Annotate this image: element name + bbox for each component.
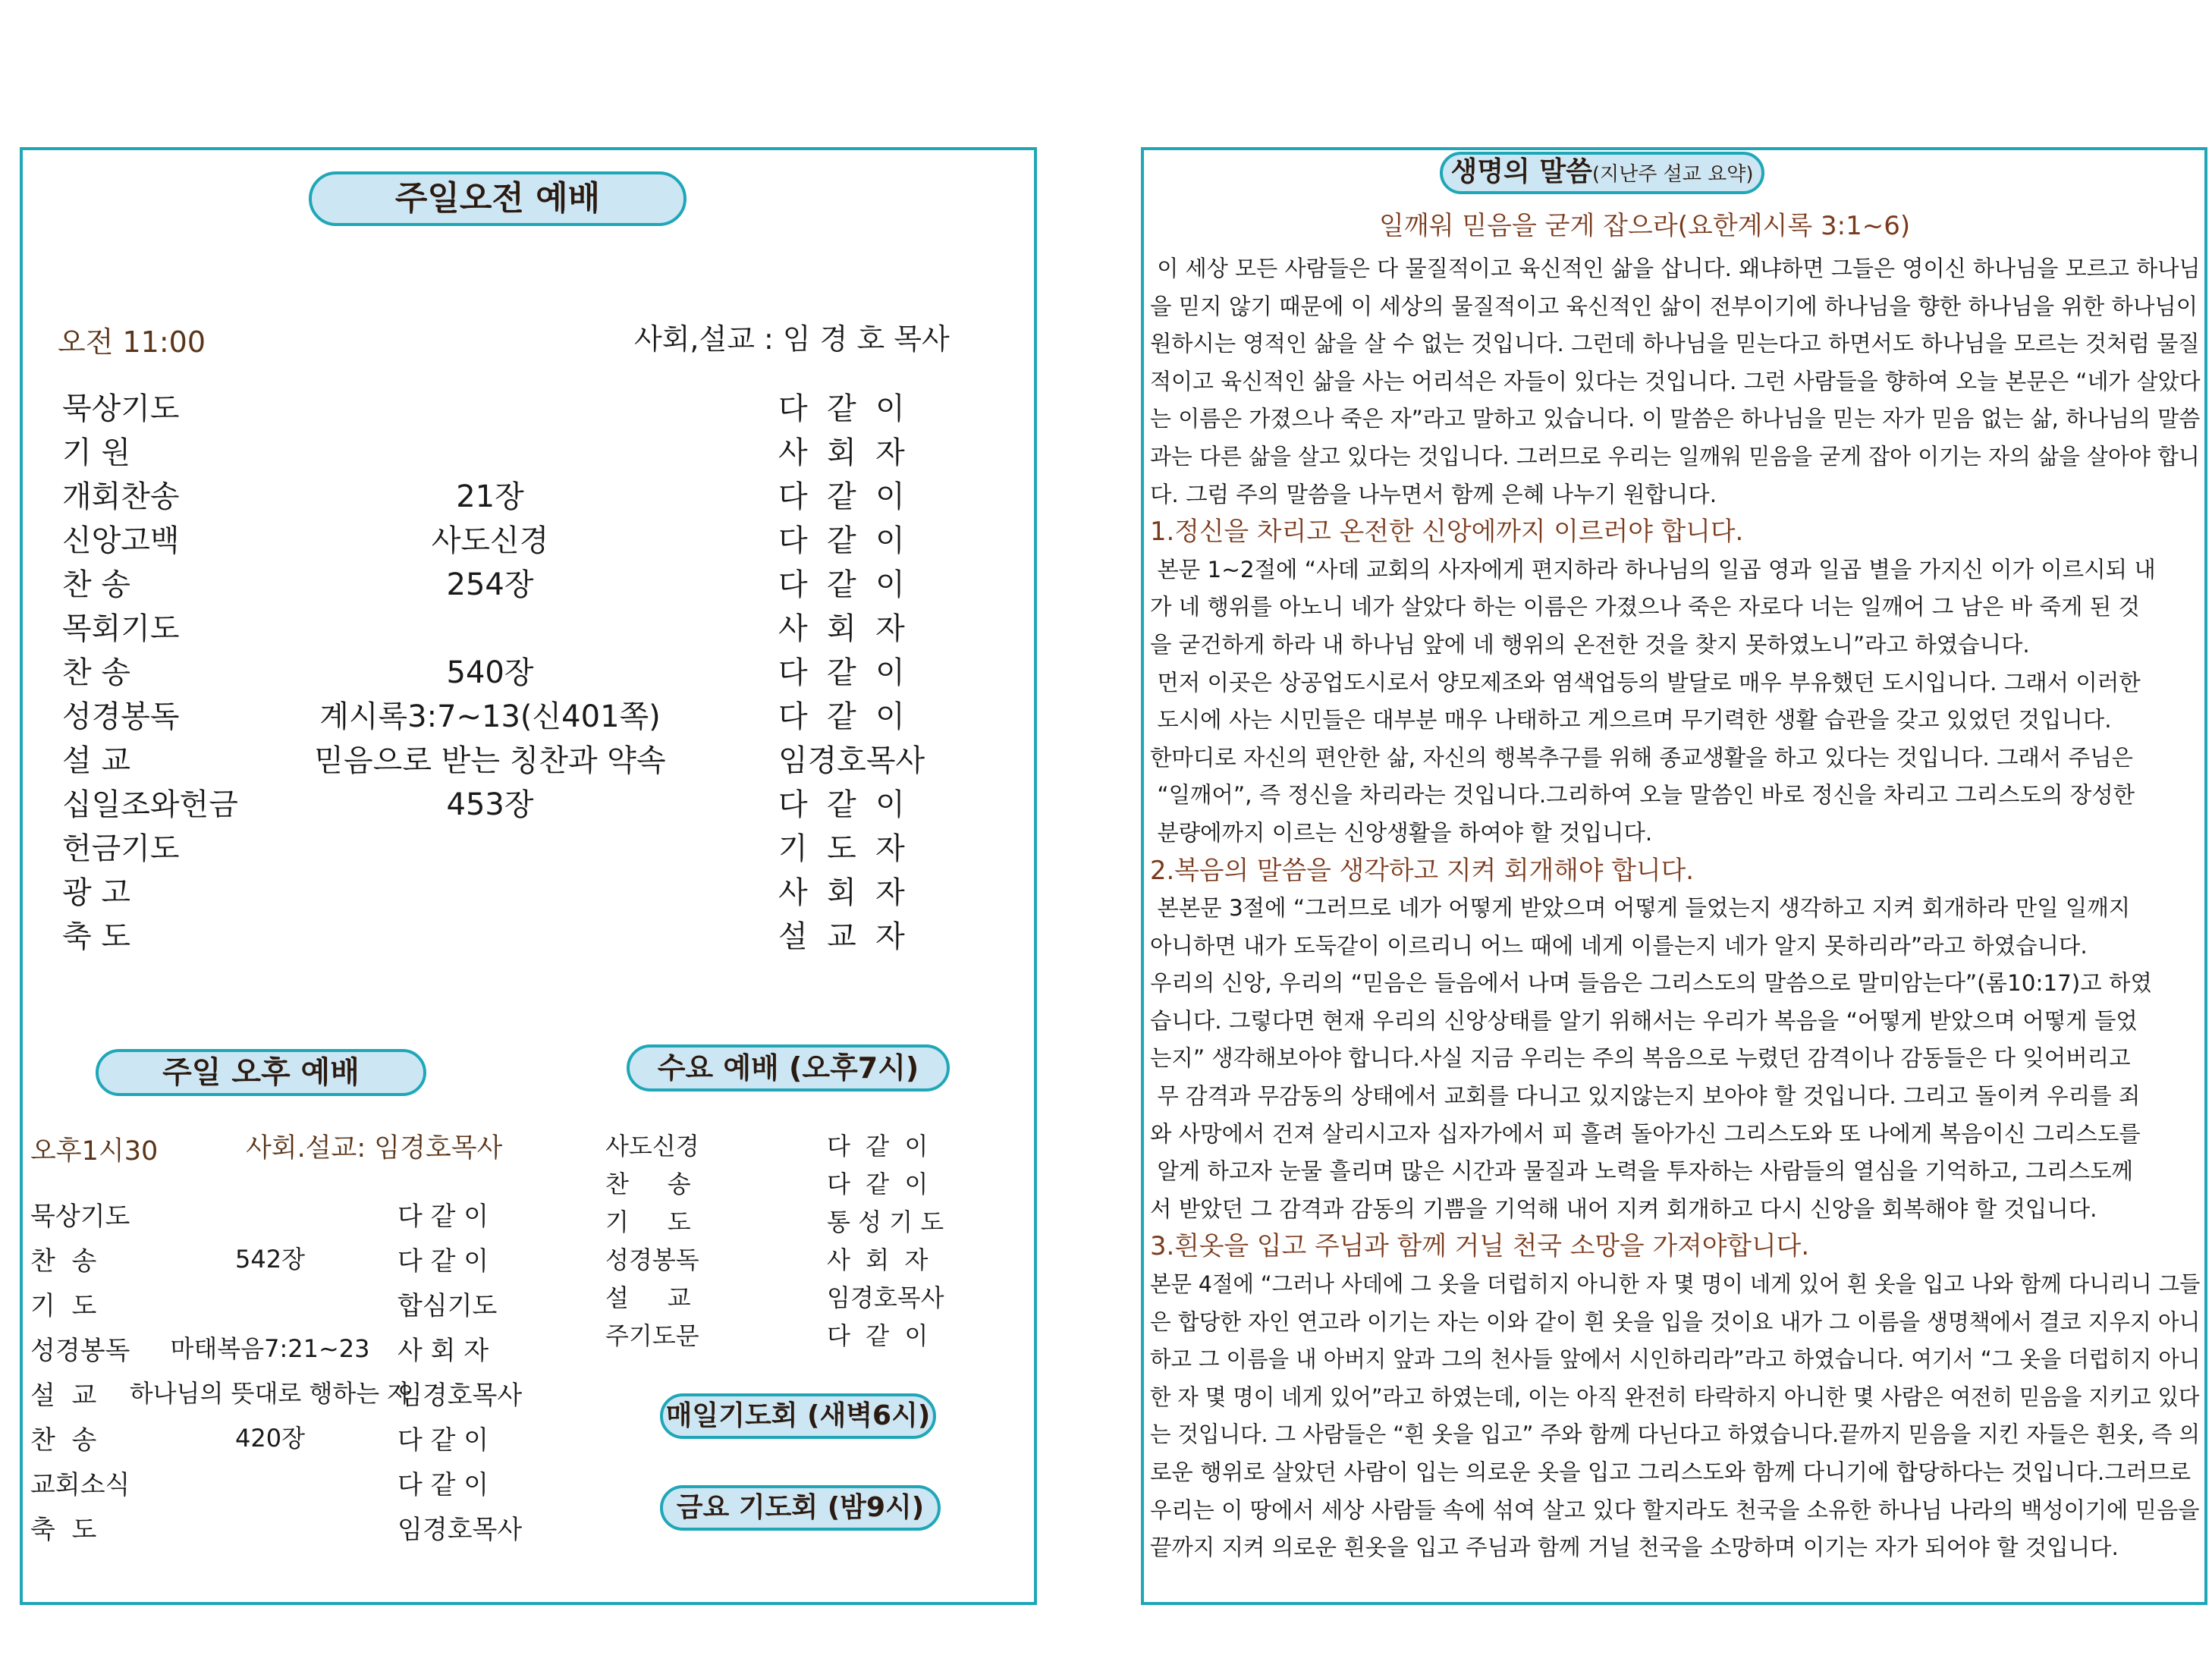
order-item: 설 교 (605, 1283, 691, 1312)
sermon-line: 아니하면 내가 도둑같이 이르리니 어느 때에 네게 이를는지 네가 알지 못하리라”라고 하였습니다. (1150, 932, 2088, 959)
sermon-line: 는 이름은 가졌으나 죽은 자”라고 말하고 있습니다. 이 말씀은 하나님을 믿는 자가 믿음 없는 삶, 하나님의 말씀 (1150, 406, 2201, 432)
order-person: 임경호목사 (778, 743, 925, 778)
sermon-paragraph-intro (1150, 250, 2206, 514)
order-person: 다 같 이 (397, 1470, 489, 1500)
order-row (62, 912, 957, 956)
order-content: 542장 (235, 1245, 305, 1274)
order-person: 사 회 자 (397, 1336, 489, 1366)
order-person: 임경호목사 (397, 1515, 523, 1545)
sermon-line: 한 자 몇 명이 네게 있어”라고 하였는데, 이는 아직 완전히 타락하지 아니한 몇 사람은 여전히 믿음을 지키고 있다 (1150, 1384, 2200, 1410)
order-row (62, 517, 957, 561)
order-person: 사 회 자 (778, 611, 905, 646)
order-item: 성경봉독 (30, 1336, 130, 1366)
sermon-title-sub: (지난주 설교 요약) (1591, 163, 1754, 186)
sermon-line: 본본문 3절에 “그러므로 네가 어떻게 받았으며 어떻게 들었는지 생각하고 지켜 회개하라 만일 일깨지 (1150, 895, 2131, 922)
order-item: 묵상기도 (30, 1201, 130, 1232)
sermon-line: 본문 1~2절에 “사데 교회의 사자에게 편지하라 하나님의 일곱 영과 일곱 별을 가지신 이가 이르시되 내 (1150, 556, 2156, 583)
sermon-line: 무 감격과 무감동의 상태에서 교회를 다니고 있지않는지 보아야 할 것입니다. 그리고 돌이켜 우리를 죄 (1150, 1083, 2141, 1110)
order-item: 헌금기도 (62, 831, 180, 866)
sermon-line: 는지” 생각해보아야 합니다.사실 지금 우리는 주의 복음으로 누렸던 감격이나 감동들은 다 잊어버리고 (1150, 1045, 2131, 1072)
sermon-line: 습니다. 그렇다면 현재 우리의 신앙상태를 알기 위해서는 우리가 복음을 “어떻게 받았으며 어떻게 들었 (1150, 1007, 2138, 1034)
order-item: 성경봉독 (605, 1245, 699, 1274)
morning-leader: 사회,설교 : 임 경 호 목사 (634, 322, 950, 356)
order-person: 다 같 이 (778, 479, 905, 514)
order-item: 묵상기도 (62, 391, 180, 426)
sermon-line: 본문 4절에 “그러나 사데에 그 옷을 더럽히지 아니한 자 몇 명이 네게 있어 흰 옷을 입고 나와 함께 다니리니 그들 (1150, 1271, 2201, 1298)
sermon-subtitle: 일깨워 믿음을 굳게 잡으라(요한계시록 3:1~6) (1379, 211, 1911, 241)
order-content: 마태복음7:21~23 (170, 1334, 370, 1363)
order-content: 540장 (446, 655, 534, 690)
order-item: 기 도 (30, 1291, 97, 1321)
order-row (62, 429, 957, 473)
order-person: 합심기도 (397, 1291, 498, 1321)
order-person: 다 같 이 (397, 1201, 489, 1232)
sermon-line: 로운 행위로 살았던 사람이 입는 의로운 옷을 입고 그리스도와 함께 다니기에 합당하다는 것입니다.그러므로 (1150, 1459, 2191, 1485)
sermon-line: 우리는 이 땅에서 세상 사람들 속에 섞여 살고 있다 할지라도 천국을 소유한 하나님 나라의 백성이기에 믿음을 (1150, 1497, 2200, 1523)
daily-prayer-title: 매일기도회 (새벽6시) (660, 1393, 936, 1439)
order-content: 믿음으로 받는 칭찬과 약속 (314, 743, 666, 778)
sermon-line: 을 굳건하게 하라 내 하나님 앞에 네 행위의 온전한 것을 찾지 못하였노니”라고 하였습니다. (1150, 631, 2030, 658)
order-person: 다 같 이 (778, 391, 905, 426)
sermon-heading-1: 1.정신을 차리고 온전한 신앙에까지 이르러야 합니다. (1150, 517, 1744, 548)
afternoon-service-title: 주일 오후 예배 (96, 1049, 426, 1096)
order-person: 다 같 이 (827, 1170, 928, 1198)
order-person: 다 같 이 (827, 1132, 928, 1161)
order-item: 축 도 (30, 1515, 97, 1545)
order-person: 다 같 이 (827, 1321, 928, 1350)
order-content: 사도신경 (431, 523, 549, 558)
order-item: 찬 송 (605, 1170, 691, 1198)
sermon-line: 먼저 이곳은 상공업도시로서 양모제조와 염색업등의 발달로 매우 부유했던 도시입니다. 그래서 이러한 (1150, 669, 2141, 696)
order-item: 개회찬송 (62, 479, 180, 514)
sermon-paragraph-3 (1150, 1266, 2206, 1567)
sermon-line: 적이고 육신적인 삶을 사는 어리석은 자들이 있다는 것입니다. 그런 사람들을 향하여 오늘 본문은 “네가 살았다 (1150, 368, 2201, 394)
afternoon-time: 오후1시30 (30, 1136, 159, 1167)
order-person: 다 같 이 (778, 523, 905, 558)
order-item: 설 교 (62, 743, 130, 778)
order-person: 임경호목사 (827, 1283, 944, 1312)
friday-prayer-title: 금요 기도회 (밤9시) (660, 1485, 941, 1531)
afternoon-leader: 사회.설교: 임경호목사 (246, 1133, 503, 1164)
order-row (62, 737, 957, 781)
sermon-line: 가 네 행위를 아노니 네가 살았다 하는 이름은 가졌으나 죽은 자로다 너는 일깨어 그 남은 바 죽게 된 것 (1150, 594, 2140, 620)
sermon-line: 와 사망에서 건져 살리시고자 십자가에서 피 흘려 돌아가신 그리스도와 또 나에게 복음이신 그리스도를 (1150, 1120, 2141, 1147)
sermon-line: 우리의 신앙, 우리의 “믿음은 들음에서 나며 들음은 그리스도의 말씀으로 말미암는다”(롬10:17)고 하였 (1150, 970, 2152, 997)
order-person: 다 같 이 (397, 1425, 489, 1456)
order-person: 다 같 이 (397, 1246, 489, 1277)
order-row (62, 473, 957, 517)
sermon-line: 알게 하고자 눈물 흘리며 많은 시간과 물질과 노력을 투자하는 사람들의 열심을 기억하고, 그리스도께 (1150, 1158, 2133, 1185)
order-row (62, 781, 957, 825)
order-item: 신앙고백 (62, 523, 180, 558)
sermon-line: 과는 다른 삶을 살고 있다는 것입니다. 그러므로 우리는 일깨워 믿음을 굳게 잡아 이기는 자의 삶을 살아야 합니 (1150, 443, 2200, 470)
order-content: 계시록3:7~13(신401쪽) (319, 699, 661, 734)
order-content: 420장 (235, 1424, 305, 1453)
order-row (62, 693, 957, 737)
order-person: 다 같 이 (778, 567, 905, 602)
order-content: 하나님의 뜻대로 행하는 자 (129, 1379, 411, 1408)
order-person: 사 회 자 (778, 875, 905, 910)
order-row (62, 825, 957, 868)
order-person: 다 같 이 (778, 787, 905, 822)
order-row (62, 561, 957, 605)
sermon-body (1150, 250, 2206, 1567)
order-item: 주기도문 (605, 1321, 699, 1350)
order-person: 기 도 자 (778, 831, 905, 866)
order-item: 광 고 (62, 875, 130, 910)
sermon-paragraph-2 (1150, 890, 2206, 1228)
sermon-line: 하고 그 이름을 내 아버지 앞과 그의 천사들 앞에서 시인하리라”라고 하였습니다. 여기서 “그 옷을 더럽히지 아니 (1150, 1346, 2201, 1373)
order-item: 십일조와헌금 (62, 787, 238, 822)
order-row (62, 649, 957, 693)
sermon-line: 이 세상 모든 사람들은 다 물질적이고 육신적인 삶을 삽니다. 왜냐하면 그들은 영이신 하나님을 모르고 하나님 (1150, 256, 2201, 281)
sermon-line: 서 받았던 그 감격과 감동의 기쁨을 기억해 내어 지켜 회개하고 다시 신앙을 회복해야 할 것입니다. (1150, 1195, 2097, 1222)
order-item: 사도신경 (605, 1132, 699, 1161)
order-person: 통 성 기 도 (827, 1208, 944, 1236)
order-person: 설 교 자 (778, 919, 905, 954)
sermon-paragraph-1 (1150, 551, 2206, 853)
order-person: 사 회 자 (827, 1245, 928, 1274)
sermon-line: 끝까지 지켜 의로운 흰옷을 입고 주님과 함께 거닐 천국을 소망하며 이기는 자가 되어야 할 것입니다. (1150, 1534, 2119, 1561)
sermon-line: 는 것입니다. 그 사람들은 “흰 옷을 입고” 주와 함께 다닌다고 하였습니다.끝까지 믿음을 지킨 자들은 흰옷, 즉 의 (1150, 1421, 2201, 1448)
order-person: 임경호목사 (397, 1380, 523, 1411)
order-person: 사 회 자 (778, 435, 905, 470)
order-item: 축 도 (62, 919, 130, 954)
sermon-line: 다. 그럼 주의 말씀을 나누면서 함께 은혜 나누기 원합니다. (1150, 481, 1717, 507)
sermon-title-badge (1440, 152, 1764, 194)
order-item: 성경봉독 (62, 699, 180, 734)
order-content: 453장 (446, 787, 534, 822)
sermon-line: 한마디로 자신의 편안한 삶, 자신의 행복추구를 위해 종교생활을 하고 있다는 것입니다. 그래서 주님은 (1150, 744, 2133, 771)
sermon-title-main: 생명의 말씀 (1450, 156, 1592, 187)
order-row (62, 868, 957, 912)
morning-service-title: 주일오전 예배 (309, 171, 687, 226)
sermon-heading-2: 2.복음의 말씀을 생각하고 지켜 회개해야 합니다. (1150, 855, 1695, 886)
order-item: 기 도 (605, 1208, 691, 1236)
order-person: 다 같 이 (778, 655, 905, 690)
order-item: 찬 송 (30, 1246, 97, 1277)
order-person: 다 같 이 (778, 699, 905, 734)
sermon-line: “일깨어”, 즉 정신을 차리라는 것입니다.그리하여 오늘 말씀인 바로 정신을 차리고 그리스도의 장성한 (1150, 782, 2135, 809)
order-content: 254장 (446, 567, 534, 602)
order-item: 기 원 (62, 435, 130, 470)
sermon-line: 분량에까지 이르는 신앙생활을 하여야 할 것입니다. (1150, 819, 1653, 846)
order-item: 목회기도 (62, 611, 180, 646)
sermon-line: 을 믿지 않기 때문에 이 세상의 물질적이고 육신적인 삶이 전부이기에 하나님을 향한 하나님을 위한 하나님이 (1150, 293, 2198, 319)
wednesday-service-title: 수요 예배 (오후7시) (627, 1044, 950, 1091)
sermon-line: 은 합당한 자인 연고라 이기는 자는 이와 같이 흰 옷을 입을 것이요 내가 그 이름을 생명책에서 결코 지우지 아니 (1150, 1308, 2201, 1335)
order-item: 교회소식 (30, 1470, 130, 1500)
order-item: 찬 송 (30, 1425, 97, 1456)
order-item: 찬 송 (62, 567, 130, 602)
order-content: 21장 (456, 479, 524, 514)
order-item: 설 교 (30, 1380, 97, 1411)
morning-time: 오전 11:00 (58, 325, 206, 359)
order-row (62, 385, 957, 429)
sermon-line: 도시에 사는 시민들은 대부분 매우 나태하고 게으르며 무기력한 생활 습관을 갖고 있었던 것입니다. (1150, 707, 2112, 733)
order-item: 찬 송 (62, 655, 130, 690)
sermon-heading-3: 3.흰옷을 입고 주님과 함께 거닐 천국 소망을 가져야합니다. (1150, 1231, 1810, 1262)
sermon-line: 원하시는 영적인 삶을 살 수 없는 것입니다. 그런데 하나님을 믿는다고 하면서도 하나님을 모르는 것처럼 물질 (1150, 331, 2200, 357)
order-row (62, 605, 957, 649)
